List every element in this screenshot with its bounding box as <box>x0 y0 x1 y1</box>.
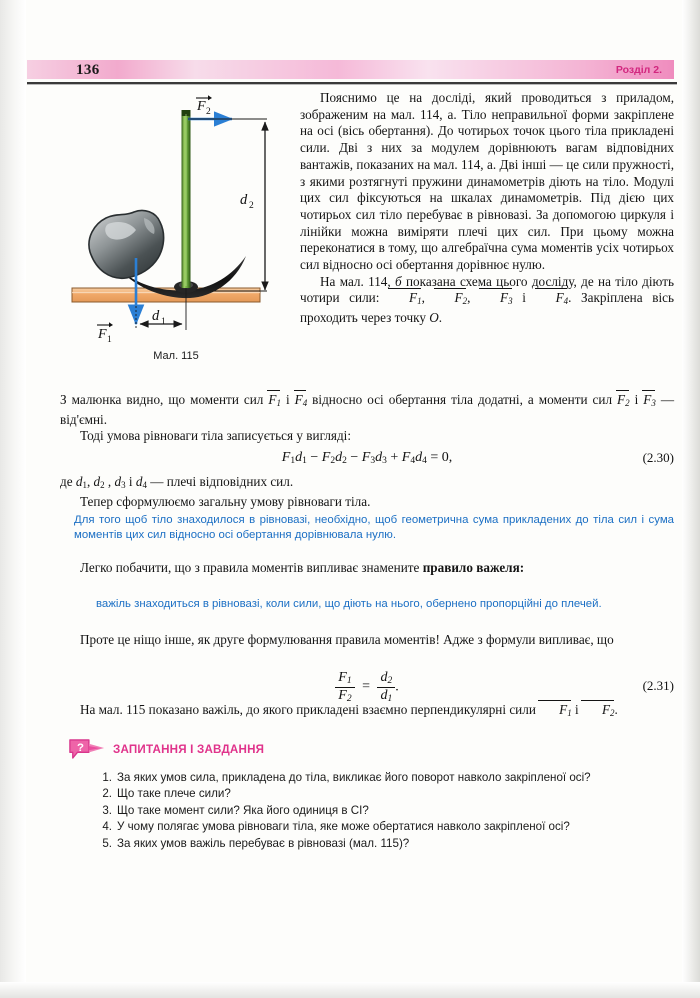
label-d1-sub: 1 <box>161 317 166 327</box>
label-d1: d <box>152 308 160 324</box>
equation-2-30-row <box>60 450 674 472</box>
note-lever-rule-block <box>74 597 674 612</box>
body-lever-rule-lead <box>60 560 674 577</box>
p5-text-1: де <box>60 474 76 489</box>
question-item <box>98 786 664 802</box>
chapter-label: Розділ 2. <box>615 64 662 76</box>
header-color-band <box>27 60 674 79</box>
paragraph-general-condition: Тепер сформулюємо загальну умову рівноваги тіла. <box>80 493 371 509</box>
figure-svg <box>60 92 292 348</box>
figure-caption: Мал. 115 <box>153 350 199 362</box>
body-after-eq230 <box>60 474 674 510</box>
p9-text-1: На мал. 115 показано важіль, до якого прикладені взаємно перпендикулярні сили <box>80 702 540 717</box>
vector-f1-inline: $F_1$ <box>389 290 422 310</box>
equation-2-31-number: (2.31) <box>642 678 674 693</box>
equation-2-30-number: (2.30) <box>642 450 674 465</box>
question-text: Що таке плече сили? <box>117 787 231 801</box>
vector-f3-signs: $F_3$ <box>643 392 656 412</box>
question-number: 3. <box>102 803 112 817</box>
header-rule-shadow <box>27 84 677 85</box>
question-number: 1. <box>102 771 112 784</box>
p2-point-o: O <box>429 310 439 326</box>
paragraph-equilibrium-intro: Тоді умова рівноваги тіла записується у вигляді: <box>80 428 351 444</box>
vector-f4-signs: $F_4$ <box>295 392 308 412</box>
questions-title: ЗАПИТАННЯ І ЗАВДАННЯ <box>113 742 265 756</box>
label-f2: F <box>197 99 206 114</box>
page-edge-bottom <box>0 982 700 998</box>
question-number: 5. <box>102 836 112 850</box>
equation-2-31: $\frac{F_1}{F_2}$ = $\frac{d_2}{d_1}$ . <box>60 670 674 705</box>
question-item <box>98 819 664 835</box>
label-f1: F <box>98 327 107 342</box>
vector-f3-inline: $F_3$ <box>480 290 513 310</box>
body-column-right <box>300 90 674 327</box>
question-text: Що таке момент сили? Яка його одиниця в СІ? <box>117 803 369 817</box>
vector-f1-signs: $F_1$ <box>268 392 281 412</box>
p2-figure-letter: б <box>395 273 402 289</box>
question-number: 4. <box>102 820 112 834</box>
body-second-formulation <box>60 632 674 649</box>
questions-list <box>98 770 664 852</box>
vector-f2-inline: $F_2$ <box>435 290 468 310</box>
page-number: 136 <box>76 62 100 78</box>
equation-2-31-row <box>60 668 674 702</box>
p2-text-3: . Закріплена вісь проходить через точку <box>300 290 674 326</box>
p5-text-2: — плечі відповідних сил. <box>146 474 294 489</box>
rock-weight <box>89 210 164 278</box>
label-d2-sub: 2 <box>249 201 254 211</box>
paragraph-second-formulation: Проте це ніщо інше, як друге формулювання правила моментів! Адже з формули випливає, що <box>80 632 614 647</box>
question-text: За яких умов важіль перебуває в рівновазі (мал. 115)? <box>117 836 410 850</box>
paragraph-arms-definition: де $d_1$, $d_2$ , $d_3$ і $d_4$ — плечі відповідних сил. <box>60 474 294 490</box>
note-equilibrium-condition-block <box>74 513 674 542</box>
p3-text-2: відносно осі обертання тіла додатні, а моменти сил <box>307 392 618 407</box>
p7-text: Легко побачити, що з правила моментів випливає знамените <box>80 560 423 575</box>
vector-f2-fig115: $F_2$ <box>582 702 615 722</box>
vector-f1-fig115: $F_1$ <box>539 702 572 722</box>
vector-f2-signs: $F_2$ <box>617 392 630 412</box>
paragraph-scheme-114b: На мал. 114, б показана схема цього досліду, де на тіло діють чотири сили: $F_1$, $F_2$, $F_3$ і $F_4$. Закріплена вісь проходить через точку O. <box>300 273 674 326</box>
paragraph-lever-rule-intro <box>60 560 674 577</box>
equation-2-30: $F_1d_1 - F_2d_2 - F_3d_3 + F_4d_4 = 0$, <box>281 450 453 467</box>
p7-bold-term: правило важеля: <box>422 560 525 575</box>
p3-text-3: — від'ємні. <box>60 392 675 427</box>
paragraph-experiment-description: Пояснимо це на досліді, який проводиться з приладом, зображеним на мал. 114, а. Тіло неправильної форми закріплене на осі (вісь обертання). До чотирьох точок цього тіла прикладені сили. Дві з них за модулем дорівнюють вагам відповідних вантажів, показаних на мал. 114, а. Дві інші — це сили пружності, з якими розтягнуті пружини динамометрів діють на тіло. Модулі цих сил фіксуються на шкалах динамометрів. Під дією цих чотирьох сил тіло перебуває в рівновазі. За допомогою циркуля і лінійки можна виміряти плечі цих сил. При цьому можна переконатися в тому, що алгебраїчна сума моментів усіх чотирьох сил відносно осі обертання дорівнює нулю. <box>300 90 674 273</box>
p2-text-1: На мал. 114, <box>320 273 396 289</box>
questions-header <box>68 738 264 760</box>
page-edge-left <box>0 0 26 998</box>
figure-lever-illustration <box>60 92 292 374</box>
note-equilibrium-condition: Для того щоб тіло знаходилося в рівновазі, необхідно, щоб геометрична сума прикладених до тіла сил і сума моментів цих сил відносно осі обертання дорівнювала нулю. <box>74 514 674 541</box>
paragraph-figure-115: На мал. 115 показано важіль, до якого прикладені взаємно перпендикулярні сили $F_1$ і $F_2$. <box>60 702 674 722</box>
label-f1-sub: 1 <box>107 335 112 345</box>
question-number: 2. <box>102 787 112 801</box>
label-d2: d <box>240 192 248 208</box>
p2-text-4: . <box>438 310 443 326</box>
lever-handle <box>182 110 191 288</box>
question-item <box>98 836 664 852</box>
svg-text:?: ? <box>77 741 84 754</box>
arm-d2-dimension <box>188 119 267 291</box>
question-text: За яких умов сила, прикладена до тіла, викликає його поворот навколо закріпленої осі? <box>117 771 591 784</box>
p9-text-2: . <box>614 702 618 717</box>
note-lever-rule: важіль знаходиться в рівновазі, коли сили, що діють на нього, обернено пропорційні до плечей. <box>96 598 602 610</box>
body-paragraph-moments <box>60 392 674 445</box>
body-figure-115-reference <box>60 702 674 722</box>
question-text: У чому полягає умова рівноваги тіла, яке може обертатися навколо закріпленої осі? <box>117 820 570 834</box>
p2-text-2: показана схема цього досліду, де на тіло діють чотири сили: <box>300 273 674 306</box>
question-item <box>98 770 664 786</box>
page-edge-right <box>682 0 700 998</box>
p3-text-1: З малюнка видно, що моменти сил <box>60 392 269 407</box>
label-f2-sub: 2 <box>206 107 211 117</box>
question-mark-icon <box>68 738 106 760</box>
question-item <box>98 803 664 819</box>
vector-f4-inline: $F_4$ <box>536 290 569 310</box>
paragraph-sign-of-moments: З малюнка видно, що моменти сил $F_1$ і $F_4$ відносно осі обертання тіла додатні, а моменти сил $F_2$ і $F_3$ — від'ємні. <box>60 392 675 427</box>
